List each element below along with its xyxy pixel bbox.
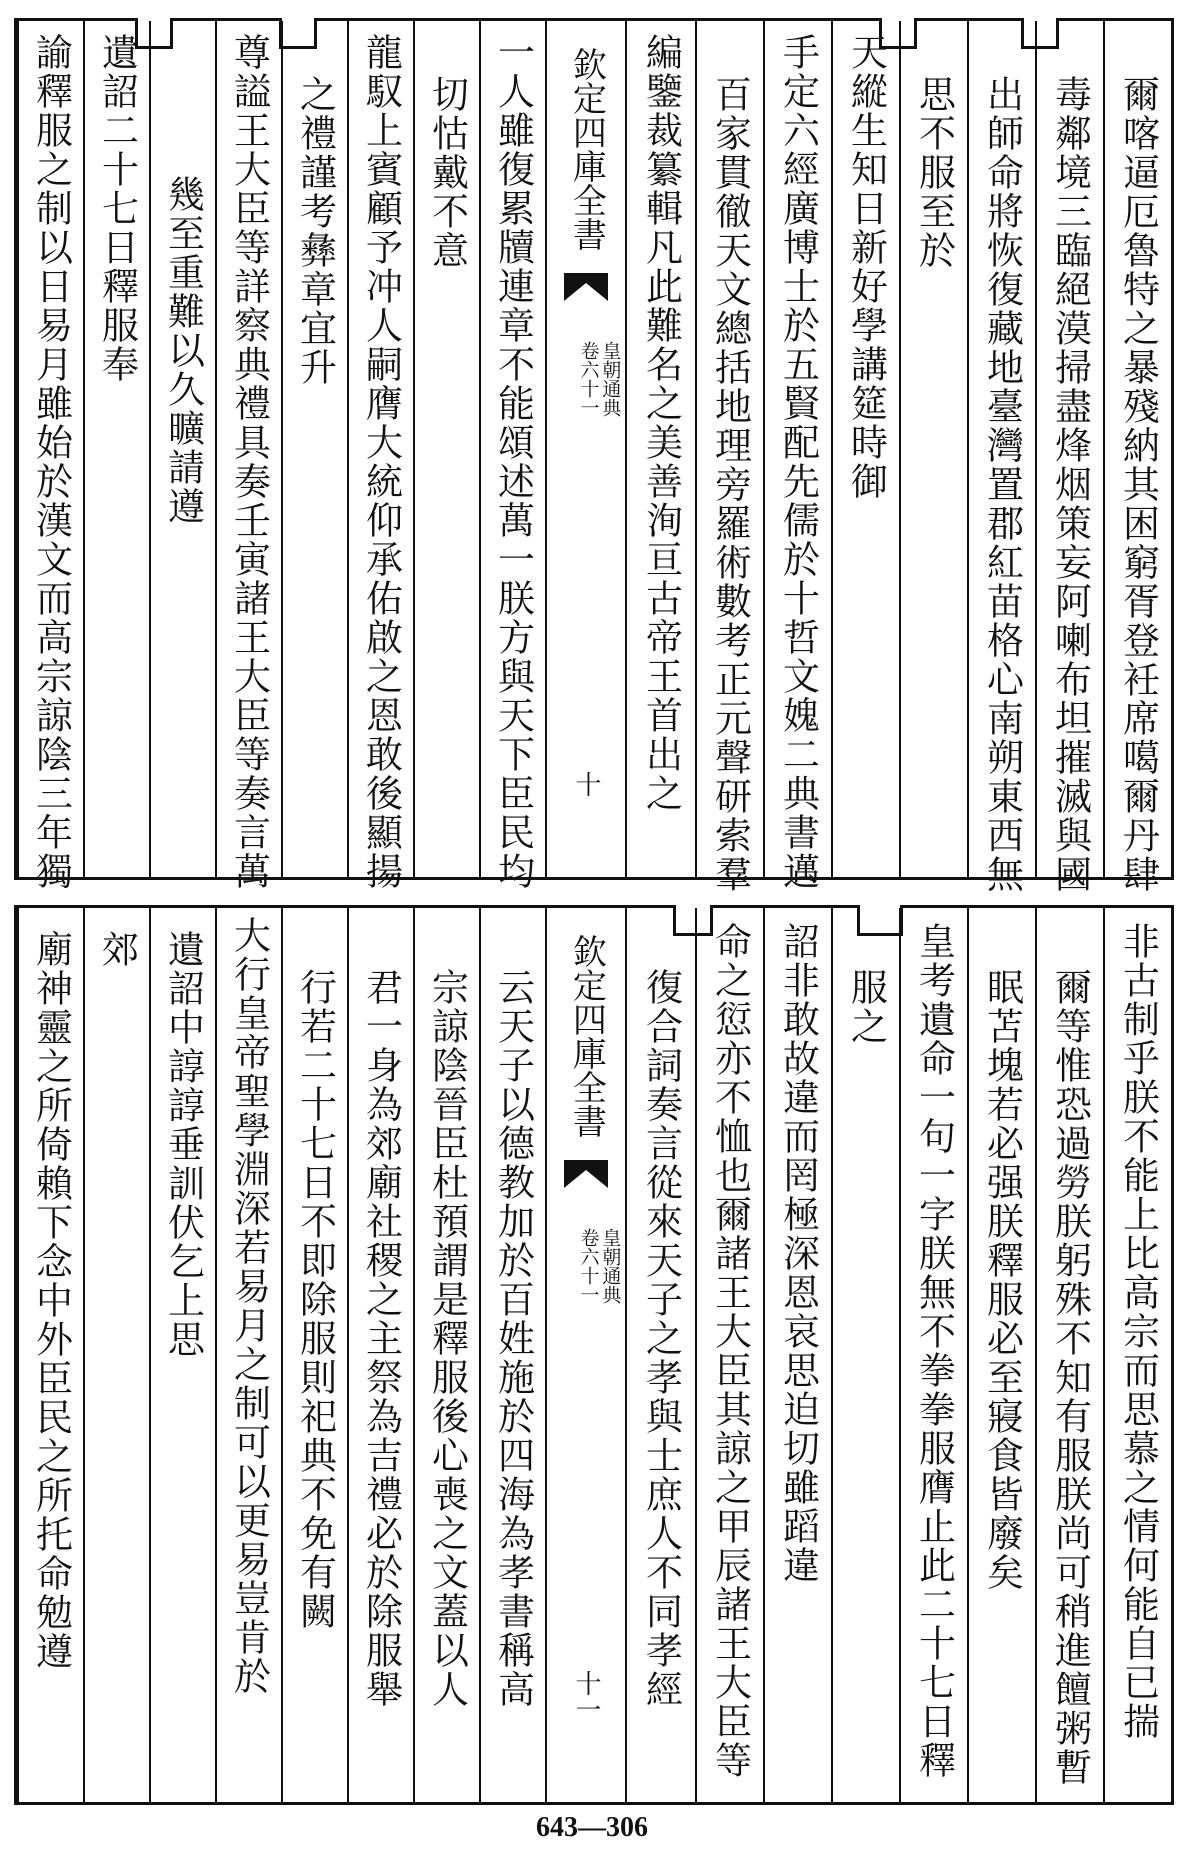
page-bottom: [14, 905, 1174, 1805]
text-column: [149, 908, 215, 1802]
column-text: 諭釋服之制以日易月雖始於漢文而高宗諒陰三年獨: [29, 33, 73, 891]
text-column: [215, 21, 281, 891]
column-text: 宗諒陰晉臣杜預謂是釋服後心喪之文蓋以人: [425, 968, 469, 1709]
text-column: [763, 21, 831, 891]
text-column: [627, 21, 695, 877]
column-text: 思不服至於: [912, 75, 956, 270]
column-text: 編鑒裁纂輯凡此難名之美善洵亘古帝王首出之: [639, 33, 683, 813]
page-number: 643—306: [536, 1812, 648, 1843]
text-column: [479, 21, 545, 891]
text-column: [281, 21, 347, 877]
text-column: [413, 908, 479, 1802]
column-text: 之禮謹考彝章宜升: [293, 75, 337, 387]
text-column: [1035, 908, 1103, 1802]
column-text: 天縱生知日新好學講筵時御: [844, 33, 888, 501]
section-title: 皇朝通典 卷六十一: [577, 1228, 622, 1304]
column-text: 詔非敢故違而罔極深恩哀思迫切雖蹈違: [776, 922, 820, 1585]
column-text: 大行皇帝聖學淵深若易月之制可以更易豈肯於: [227, 916, 271, 1696]
text-column: [17, 21, 83, 891]
column-text: 毒鄰境三臨絕漠掃盡烽烟策妄阿喇布坦摧滅與國: [1048, 75, 1092, 894]
column-text: 龍馭上賓顧予冲人嗣膺大統仰承佑啟之恩敢後顯揚: [359, 33, 403, 891]
text-column: [347, 21, 413, 891]
center-fold-column: [545, 908, 627, 1802]
column-text: 出師命將恢復藏地臺灣置郡紅苗格心南朔東西無: [980, 75, 1024, 894]
column-text: 君一身為郊廟社稷之主祭為吉禮必於除服舉: [359, 968, 403, 1709]
column-text: 服之: [844, 968, 888, 1046]
text-column: [831, 908, 899, 1802]
column-text: 爾喀逼厄魯特之暴殘納其困窮胥登衽席噶爾丹肆: [1116, 75, 1160, 894]
book-title: 欽定四庫全書: [566, 47, 607, 251]
text-column: [831, 21, 899, 877]
column-text: 尊謚王大臣等詳察典禮具奏壬寅諸王大臣等奏言萬: [227, 33, 271, 891]
text-column: [1103, 908, 1171, 1802]
text-column: [281, 908, 347, 1802]
column-text: 遺詔中諄諄垂訓伏乞上思: [161, 930, 205, 1359]
column-text: 幾至重難以久曠請遵: [161, 175, 205, 526]
center-fold-column: [545, 21, 627, 877]
column-text: 命之愆亦不恤也爾諸王大臣其諒之甲辰諸王大臣等: [708, 922, 752, 1780]
text-column: [763, 908, 831, 1802]
fish-tail-mark-icon: [564, 273, 608, 301]
text-column: [149, 21, 215, 877]
folio-number: 十一: [571, 1670, 601, 1722]
text-column: [1103, 21, 1171, 894]
column-text: 百家貫徹天文總括地理旁羅術數考正元聲研索羣: [708, 75, 752, 894]
folio-number: 十: [571, 771, 601, 797]
page-top: [14, 18, 1174, 894]
column-text: 非古制乎朕不能上比高宗而思慕之情何能自已揣: [1116, 922, 1160, 1741]
book-title: 欽定四庫全書: [566, 934, 607, 1138]
text-column: [627, 908, 695, 1802]
text-column: [967, 21, 1035, 894]
text-column: [1035, 21, 1103, 894]
text-column: [83, 21, 149, 877]
text-column: [899, 908, 967, 1802]
column-text: 眠苫塊若必强朕釋服必至寢食皆廢矣: [980, 968, 1024, 1592]
text-column: [695, 908, 763, 1802]
text-column: [479, 908, 545, 1802]
column-text: 廟神靈之所倚賴下念中外臣民之所托命勉遵: [29, 930, 73, 1671]
text-column: [413, 21, 479, 877]
column-text: 爾等惟恐過勞朕躬殊不知有服朕尚可稍進饘粥暫: [1048, 968, 1092, 1787]
column-text: 郊: [95, 930, 139, 969]
text-column: [967, 908, 1035, 1802]
section-title: 皇朝通典 卷六十一: [577, 341, 622, 417]
text-column: [17, 908, 83, 1802]
column-text: 復合詞奏言從來天子之孝與士庶人不同孝經: [639, 968, 683, 1709]
column-text: 手定六經廣博士於五賢配先儒於十哲文媿二典書邁: [776, 33, 820, 891]
column-text: 皇考遺命一句一字朕無不拳拳服膺止此二十七日釋: [912, 922, 956, 1780]
column-text: 云天子以德教加於百姓施於四海為孝書稱高: [491, 968, 535, 1709]
column-text: 切怙戴不意: [425, 75, 469, 270]
text-column: [347, 908, 413, 1802]
fish-tail-mark-icon: [564, 1160, 608, 1188]
text-column: [899, 21, 967, 877]
column-text: 行若二十七日不即除服則祀典不免有闕: [293, 968, 337, 1631]
text-column: [695, 21, 763, 894]
text-column: [215, 908, 281, 1802]
column-text: 一人雖復累牘連章不能頌述萬一朕方與天下臣民均: [491, 33, 535, 891]
text-column: [83, 908, 149, 1802]
column-text: 遺詔二十七日釋服奉: [95, 33, 139, 384]
